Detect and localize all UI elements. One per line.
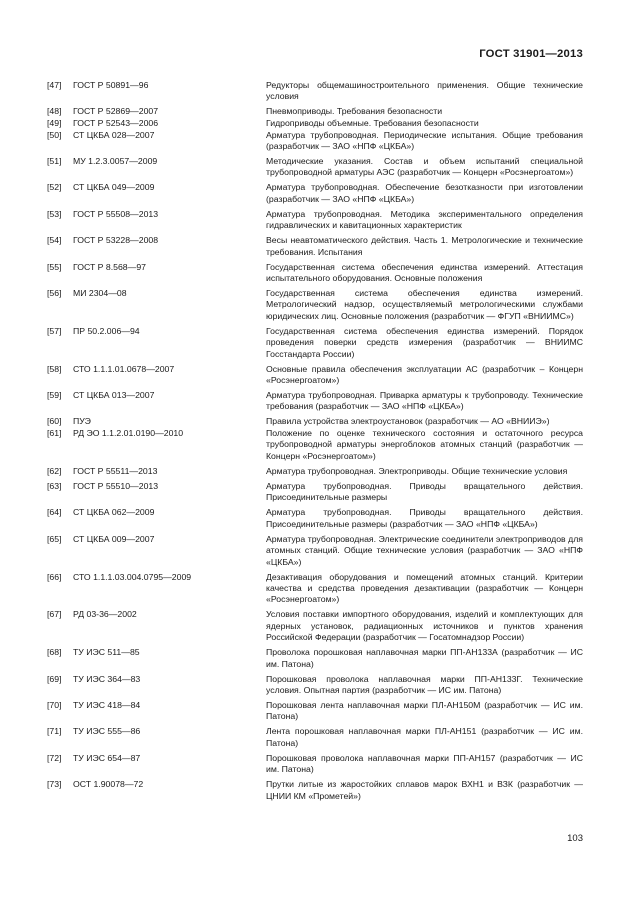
reference-list xyxy=(0,80,630,806)
reference-code: ГОСТ Р 55510—2013 xyxy=(73,480,159,491)
reference-number: [54] xyxy=(47,235,62,246)
reference-description: Арматура трубопроводная. Приводы вращательного действия. Присоединительные размеры xyxy=(266,480,583,503)
reference-number: [68] xyxy=(47,647,62,658)
reference-code: МИ 2304—08 xyxy=(73,288,127,299)
reference-number: [64] xyxy=(47,507,62,518)
reference-entry xyxy=(0,753,630,776)
reference-number: [72] xyxy=(47,752,62,763)
reference-entry xyxy=(0,466,630,477)
reference-code: СТО 1.1.1.01.0678—2007 xyxy=(73,363,175,374)
reference-description: Положение по оценке технического состояния и остаточного ресурса трубопроводной арматуры энергоблоков атомных станций (разработчик — Концерн «Росэнергоатом») xyxy=(266,428,583,461)
reference-code: ГОСТ Р 8.568—97 xyxy=(73,261,146,272)
reference-code: МУ 1.2.3.0057—2009 xyxy=(73,156,158,166)
reference-number: [56] xyxy=(47,288,62,299)
reference-description: Порошковая проволока наплавочная марки ПП-АН157 (разработчик — ИС им. Патона) xyxy=(266,752,583,775)
reference-entry xyxy=(0,416,630,427)
reference-entry xyxy=(0,572,630,606)
reference-description: Государственная система обеспечения единства измерений. Метрологический надзор, осуществляемый метрологическими службами юридических лиц. Основные положения (разработчик — ФГУП «ВНИИМС») xyxy=(266,288,583,321)
reference-description: Гидроприводы объемные. Требования безопасности xyxy=(266,118,479,128)
reference-code: СТ ЦКБА 009—2007 xyxy=(73,533,155,544)
reference-code: ТУ ИЭС 654—87 xyxy=(73,752,141,763)
reference-description: Арматура трубопроводная. Методика экспериментального определения гидравлических и кавитационных характеристик xyxy=(266,208,583,231)
reference-description: Дезактивация оборудования и помещений атомных станций. Критерии качества и средства проведения дезактивации (разработчик — Концерн «Росэнергоатом») xyxy=(266,571,583,605)
reference-entry xyxy=(0,779,630,802)
reference-code: ГОСТ Р 50891—96 xyxy=(73,80,149,90)
reference-number: [66] xyxy=(47,571,62,582)
reference-number: [47] xyxy=(47,80,62,90)
reference-number: [52] xyxy=(47,182,62,193)
reference-entry xyxy=(0,156,630,179)
reference-code: ГОСТ Р 55511—2013 xyxy=(73,465,158,476)
reference-description: Арматура трубопроводная. Периодические испытания. Общие требования (разработчик — ЗАО «НПФ «ЦКБА») xyxy=(266,129,583,151)
reference-number: [57] xyxy=(47,325,62,336)
reference-number: [65] xyxy=(47,533,62,544)
reference-entry xyxy=(0,130,630,153)
reference-code: ТУ ИЭС 555—86 xyxy=(73,726,141,737)
reference-code: РД 03-36—2002 xyxy=(73,609,137,620)
reference-entry xyxy=(0,726,630,749)
reference-code: ГОСТ Р 52869—2007 xyxy=(73,106,159,117)
reference-number: [67] xyxy=(47,609,62,620)
reference-entry xyxy=(0,609,630,643)
reference-description: Проволока порошковая наплавочная марки ПП-АН133А (разработчик — ИС им. Патона) xyxy=(266,647,583,669)
reference-entry xyxy=(0,390,630,413)
reference-number: [51] xyxy=(47,156,62,166)
reference-description: Государственная система обеспечения единства измерений. Аттестация испытательного оборудования. Основные положения xyxy=(266,261,583,284)
reference-code: СТО 1.1.1.03.004.0795—2009 xyxy=(73,571,192,582)
reference-description: Весы неавтоматического действия. Часть 1. Метрологические и технические требования. Испытания xyxy=(266,235,583,257)
reference-number: [60] xyxy=(47,416,62,427)
reference-number: [69] xyxy=(47,673,62,684)
page-header: ГОСТ 31901—2013 xyxy=(479,48,583,60)
reference-entry xyxy=(0,288,630,322)
reference-description: Условия поставки импортного оборудования, изделий и комплектующих для ядерных установок, радиационных источников и пунктов хранения Российской Федерации (разработчик — Госатомнадзор России) xyxy=(266,609,583,643)
reference-entry xyxy=(0,235,630,258)
reference-number: [58] xyxy=(47,363,62,374)
reference-number: [50] xyxy=(47,129,62,140)
reference-entry xyxy=(0,507,630,530)
reference-number: [55] xyxy=(47,261,62,272)
reference-number: [49] xyxy=(47,118,62,128)
reference-entry xyxy=(0,364,630,387)
reference-description: Порошковая проволока наплавочная марки ПП-АН133Г. Технические условия. Опытная партия (разработчик — ИС им. Патона) xyxy=(266,673,583,695)
reference-code: ГОСТ Р 52543—2006 xyxy=(73,118,159,128)
reference-number: [59] xyxy=(47,390,62,401)
reference-number: [70] xyxy=(47,699,62,710)
reference-entry xyxy=(0,674,630,697)
reference-entry xyxy=(0,80,630,103)
reference-description: Правила устройства электроустановок (разработчик — АО «ВНИИЭ») xyxy=(266,416,550,427)
reference-number: [53] xyxy=(47,208,62,219)
reference-number: [63] xyxy=(47,480,62,491)
reference-code: ОСТ 1.90078—72 xyxy=(73,779,144,790)
reference-description: Лента порошковая наплавочная марки ПЛ-АН151 (разработчик — ИС им. Патона) xyxy=(266,726,583,748)
reference-description: Арматура трубопроводная. Обеспечение безотказности при изготовлении (разработчик — ЗАО «НПФ «ЦКБА») xyxy=(266,182,583,204)
reference-entry xyxy=(0,534,630,568)
reference-code: ПУЭ xyxy=(73,416,91,427)
reference-description: Пневмоприводы. Требования безопасности xyxy=(266,106,443,117)
reference-number: [62] xyxy=(47,465,62,476)
reference-entry xyxy=(0,209,630,232)
reference-code: СТ ЦКБА 049—2009 xyxy=(73,182,155,193)
reference-code: ТУ ИЭС 364—83 xyxy=(73,673,141,684)
reference-description: Прутки литые из жаростойких сплавов марок ВХН1 и ВЗК (разработчик — ЦНИИ КМ «Прометей») xyxy=(266,779,583,801)
reference-entry xyxy=(0,182,630,205)
reference-entry xyxy=(0,481,630,504)
reference-code: РД ЭО 1.1.2.01.0190—2010 xyxy=(73,428,184,439)
reference-description: Основные правила обеспечения эксплуатации АС (разработчик – Концерн «Росэнергоатом») xyxy=(266,363,583,386)
reference-description: Арматура трубопроводная. Электрические соединители электроприводов для атомных станций. Общие технические условия (разработчик — ЗАО «НПФ «ЦКБА») xyxy=(266,533,583,567)
reference-entry xyxy=(0,118,630,129)
reference-entry xyxy=(0,262,630,285)
reference-code: ГОСТ Р 53228—2008 xyxy=(73,235,159,246)
reference-code: СТ ЦКБА 028—2007 xyxy=(73,129,155,140)
reference-number: [71] xyxy=(47,726,62,737)
reference-code: ПР 50.2.006—94 xyxy=(73,325,140,336)
reference-code: СТ ЦКБА 062—2009 xyxy=(73,507,155,518)
reference-number: [61] xyxy=(47,428,62,439)
reference-description: Арматура трубопроводная. Электроприводы. Общие технические условия xyxy=(266,465,568,476)
reference-number: [48] xyxy=(47,106,62,117)
reference-entry xyxy=(0,326,630,360)
reference-entry xyxy=(0,700,630,723)
reference-entry xyxy=(0,428,630,462)
reference-code: ГОСТ Р 55508—2013 xyxy=(73,208,159,219)
reference-description: Государственная система обеспечения единства измерений. Порядок проведения поверки средств измерения (разработчик — ВНИИМС Госстандарта России) xyxy=(266,325,583,359)
reference-description: Методические указания. Состав и объем испытаний специальной трубопроводной арматуры АЭС (разработчик — Концерн «Росэнергоатом») xyxy=(266,156,583,178)
page-number: 103 xyxy=(567,833,583,844)
reference-description: Арматура трубопроводная. Приварка арматуры к трубопроводу. Технические требования (разработчик — ЗАО «НПФ «ЦКБА») xyxy=(266,390,583,412)
reference-code: ТУ ИЭС 511—85 xyxy=(73,647,140,658)
reference-code: ТУ ИЭС 418—84 xyxy=(73,699,141,710)
reference-entry xyxy=(0,647,630,670)
reference-entry xyxy=(0,106,630,117)
reference-description: Порошковая лента наплавочная марки ПЛ-АН150М (разработчик — ИС им. Патона) xyxy=(266,699,583,722)
reference-code: СТ ЦКБА 013—2007 xyxy=(73,390,155,401)
reference-description: Редукторы общемашиностроительного применения. Общие технические условия xyxy=(266,80,583,102)
reference-description: Арматура трубопроводная. Приводы вращательного действия. Присоединительные размеры (разработчик — ЗАО «НПФ «ЦКБА») xyxy=(266,507,583,529)
reference-number: [73] xyxy=(47,779,62,790)
